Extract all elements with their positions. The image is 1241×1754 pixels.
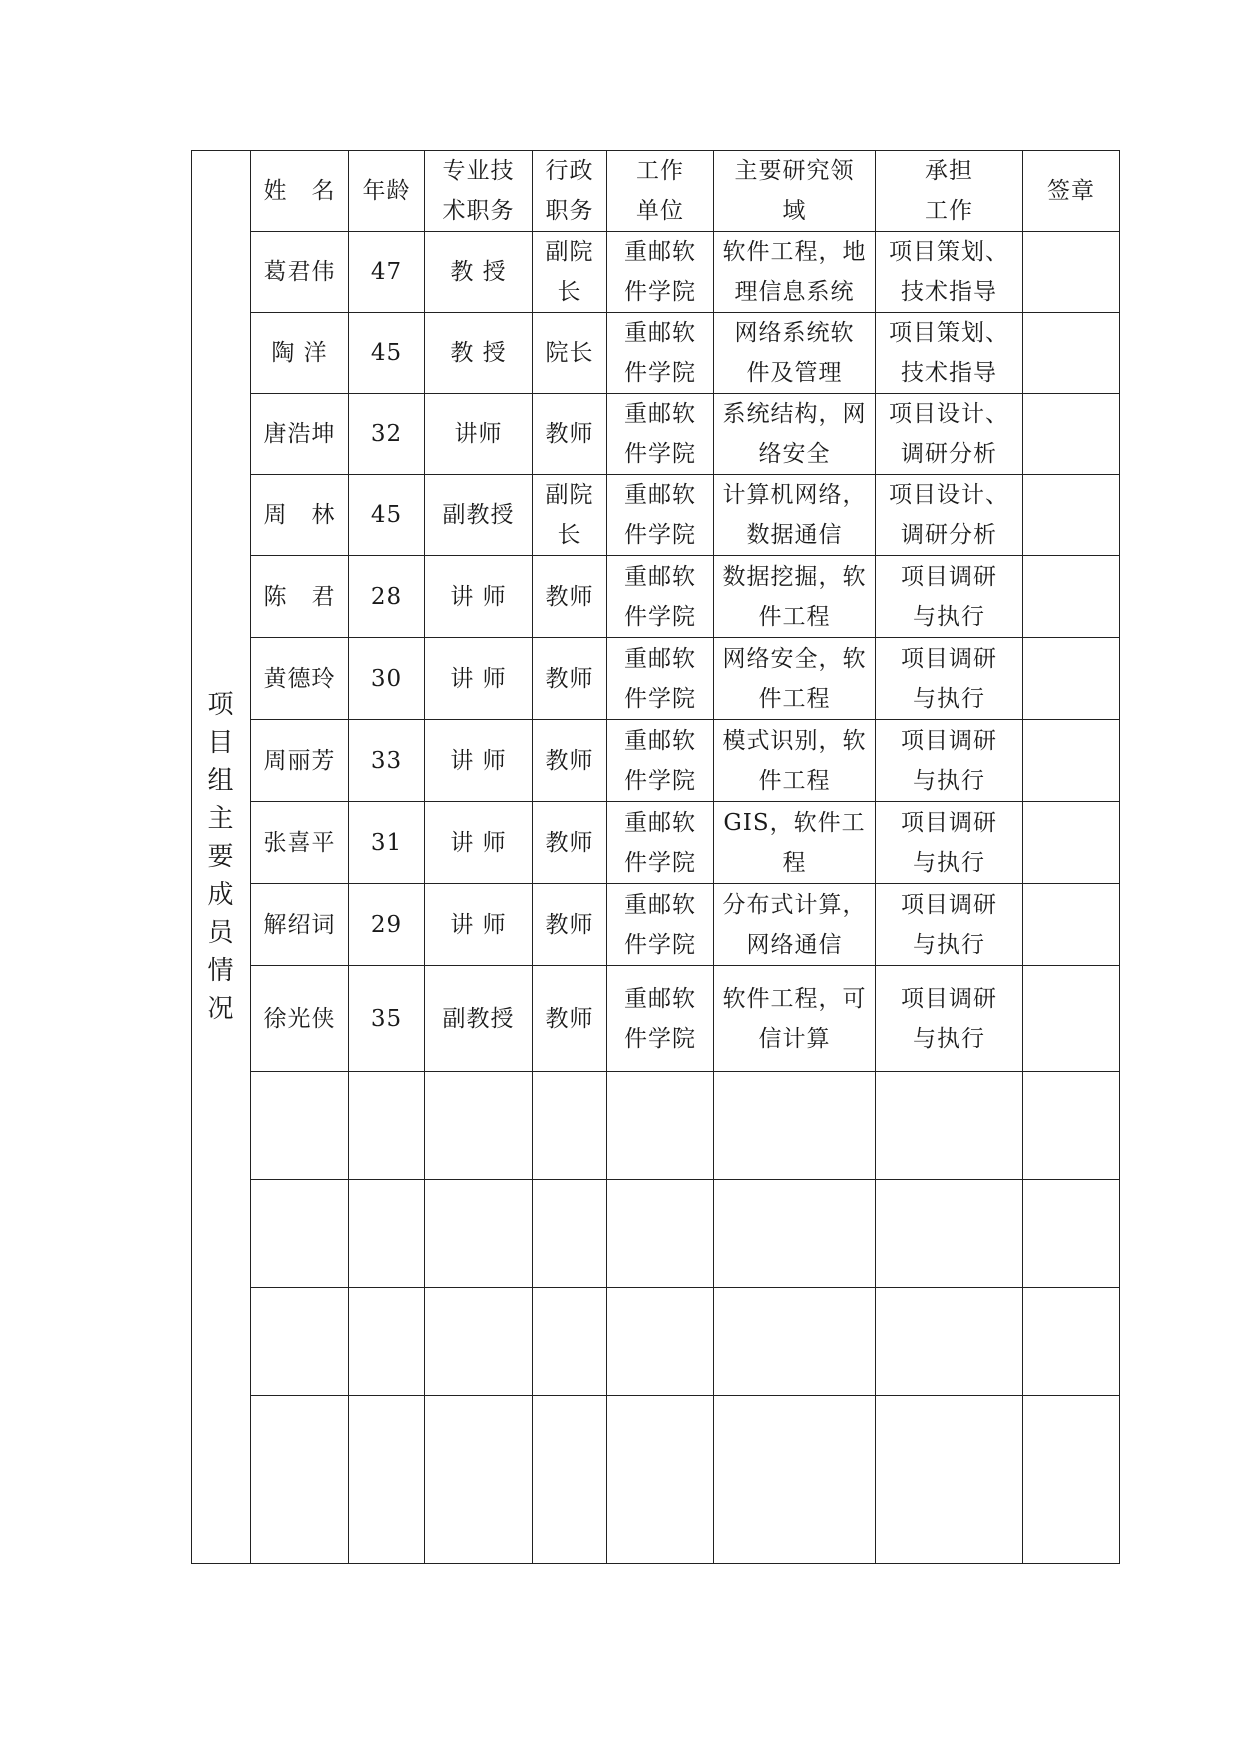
member-unit [607,720,714,802]
empty-cell [1023,1180,1120,1288]
member-name: 徐光侠 [251,966,349,1072]
member-age: 29 [349,884,425,966]
member-table [191,150,1120,1564]
member-signature [1023,966,1120,1072]
cell-line: 数据通信 [746,522,843,548]
member-assigned-work [876,802,1023,884]
cell-line: 与执行 [913,849,985,876]
header-admin-title [533,151,607,232]
member-admin-title [533,720,607,802]
cell-line: 理信息系统 [734,279,855,305]
table-row [192,884,1120,966]
cell-line: 项目设计、 [889,482,1009,508]
member-admin-title [533,884,607,966]
cell-line: 重邮软 [624,320,696,346]
member-age: 28 [349,556,425,638]
cell-line: 件学院 [624,360,696,386]
member-signature [1023,556,1120,638]
member-unit [607,394,714,475]
member-assigned-work [876,232,1023,313]
cell-line: 项目设计、 [889,401,1009,427]
empty-cell [251,1396,349,1564]
cell-line: 计算机网络， [722,482,867,508]
empty-cell [876,1072,1023,1180]
cell-line: 件学院 [624,849,696,876]
cell-line: 长 [557,279,582,305]
empty-cell [425,1396,533,1564]
empty-cell [607,1180,714,1288]
table-row [192,556,1120,638]
cell-line: 教师 [545,911,594,938]
member-name: 葛君伟 [251,232,349,313]
cell-line: 与执行 [913,685,985,712]
member-unit [607,884,714,966]
cell-line: 项目策划、 [889,239,1009,265]
empty-cell [714,1288,876,1396]
section-label-char: 主 [207,804,235,834]
member-unit [607,966,714,1072]
cell-line: 项目调研 [901,985,997,1012]
member-assigned-work [876,720,1023,802]
member-research-field [714,232,876,313]
section-label-char: 组 [207,766,235,796]
cell-line: 件学院 [624,603,696,630]
header-assigned-work [876,151,1023,232]
member-unit [607,475,714,556]
empty-cell [607,1288,714,1396]
header-age [349,151,425,232]
member-admin-title [533,556,607,638]
member-signature [1023,313,1120,394]
empty-row [192,1072,1120,1180]
member-admin-title [533,802,607,884]
empty-cell [607,1072,714,1180]
cell-line: 分布式计算， [722,891,867,918]
empty-cell [714,1396,876,1564]
cell-line: 件学院 [624,931,696,958]
empty-cell [533,1396,607,1564]
member-research-field [714,802,876,884]
empty-cell [607,1396,714,1564]
cell-line: 件工程 [758,603,831,630]
table-row [192,313,1120,394]
cell-line: 重邮软 [624,727,696,754]
cell-line: 项目调研 [901,727,997,754]
cell-line: 重邮软 [624,891,696,918]
empty-cell [251,1180,349,1288]
table-row [192,394,1120,475]
header-tech-title [425,151,533,232]
member-admin-title [533,313,607,394]
section-label-char: 成 [207,880,235,910]
cell-line: 件学院 [624,522,696,548]
member-assigned-work [876,556,1023,638]
cell-line: 项目调研 [901,891,997,918]
cell-line: 件工程 [758,767,831,794]
cell-line: GIS，软件工 [723,809,866,836]
member-age: 47 [349,232,425,313]
cell-line: 重邮软 [624,239,696,265]
cell-line: 络安全 [758,441,831,467]
member-research-field [714,884,876,966]
header-name [251,151,349,232]
header-line: 专业技 [442,158,515,184]
cell-line: 教师 [545,421,594,447]
cell-line: 项目调研 [901,563,997,590]
member-tech-title: 讲师 [425,394,533,475]
member-signature [1023,884,1120,966]
member-name: 唐浩坤 [251,394,349,475]
empty-cell [425,1180,533,1288]
member-assigned-work [876,475,1023,556]
table-body [192,151,1120,1564]
cell-line: 件工程 [758,685,831,712]
empty-cell [349,1180,425,1288]
empty-row [192,1288,1120,1396]
header-line: 职务 [545,198,594,224]
cell-line: 与执行 [913,931,985,958]
empty-cell [876,1180,1023,1288]
member-admin-title [533,638,607,720]
cell-line: 件学院 [624,441,696,467]
table-row [192,232,1120,313]
empty-cell [251,1288,349,1396]
cell-line: 教师 [545,747,594,774]
cell-line: 调研分析 [901,441,997,467]
empty-cell [349,1396,425,1564]
empty-cell [425,1072,533,1180]
member-research-field [714,313,876,394]
empty-cell [1023,1396,1120,1564]
empty-cell [251,1072,349,1180]
cell-line: 教师 [545,829,594,856]
table-row [192,475,1120,556]
cell-line: 重邮软 [624,809,696,836]
cell-line: 件学院 [624,1025,696,1052]
cell-line: 项目策划、 [889,320,1009,346]
cell-line: 软件工程，可 [722,985,867,1012]
table-row [192,802,1120,884]
member-signature [1023,394,1120,475]
member-age: 31 [349,802,425,884]
table-row [192,720,1120,802]
cell-line: 件学院 [624,685,696,712]
empty-cell [349,1288,425,1396]
member-tech-title: 讲 师 [425,556,533,638]
member-assigned-work [876,313,1023,394]
empty-row [192,1396,1120,1564]
cell-line: 件及管理 [746,360,843,386]
member-assigned-work [876,394,1023,475]
empty-cell [714,1180,876,1288]
member-unit [607,638,714,720]
member-research-field [714,556,876,638]
member-signature [1023,232,1120,313]
cell-line: 技术指导 [901,360,997,386]
section-label-char: 目 [207,728,235,758]
empty-cell [425,1288,533,1396]
member-tech-title: 讲 师 [425,720,533,802]
cell-line: 项目调研 [901,809,997,836]
cell-line: 系统结构，网 [722,401,867,427]
member-tech-title: 讲 师 [425,802,533,884]
member-name: 陶 洋 [251,313,349,394]
header-line: 行政 [545,158,594,184]
cell-line: 网络系统软 [734,320,855,346]
member-age: 45 [349,475,425,556]
cell-line: 重邮软 [624,985,696,1012]
member-assigned-work [876,884,1023,966]
member-tech-title: 讲 师 [425,884,533,966]
member-unit [607,313,714,394]
cell-line: 副院 [545,482,594,508]
member-name: 周丽芳 [251,720,349,802]
cell-line: 重邮软 [624,645,696,672]
member-research-field [714,720,876,802]
empty-cell [533,1288,607,1396]
header-research-field [714,151,876,232]
cell-line: 信计算 [758,1025,831,1052]
member-name: 陈 君 [251,556,349,638]
empty-cell [349,1072,425,1180]
cell-line: 技术指导 [901,279,997,305]
header-line: 年龄 [362,178,411,204]
table-row [192,638,1120,720]
cell-line: 网络通信 [746,931,843,958]
cell-line: 项目调研 [901,645,997,672]
cell-line: 软件工程，地 [722,239,867,265]
section-label-char: 要 [207,842,235,872]
member-admin-title [533,475,607,556]
member-unit [607,802,714,884]
empty-cell [1023,1072,1120,1180]
section-label-char: 况 [207,994,235,1024]
cell-line: 教师 [545,583,594,610]
member-name: 解绍词 [251,884,349,966]
member-name: 张喜平 [251,802,349,884]
empty-cell [714,1072,876,1180]
member-admin-title [533,232,607,313]
member-age: 33 [349,720,425,802]
section-label-char: 情 [207,956,235,986]
header-line: 姓 名 [263,178,336,204]
cell-line: 程 [782,849,807,876]
cell-line: 件学院 [624,279,696,305]
header-line: 签章 [1047,178,1095,204]
member-research-field [714,394,876,475]
member-signature [1023,720,1120,802]
header-row [192,151,1120,232]
member-tech-title: 教 授 [425,313,533,394]
cell-line: 重邮软 [624,401,696,427]
cell-line: 模式识别，软 [722,727,867,754]
cell-line: 网络安全，软 [722,645,867,672]
member-signature [1023,638,1120,720]
header-line: 单位 [636,198,684,224]
member-admin-title [533,966,607,1072]
cell-line: 调研分析 [901,522,997,548]
member-assigned-work [876,966,1023,1072]
member-age: 32 [349,394,425,475]
table-row [192,966,1120,1072]
empty-cell [876,1288,1023,1396]
member-tech-title: 教 授 [425,232,533,313]
member-signature [1023,475,1120,556]
cell-line: 重邮软 [624,482,696,508]
cell-line: 与执行 [913,603,985,630]
cell-line: 教师 [545,1005,594,1032]
member-unit [607,556,714,638]
cell-line: 长 [557,522,582,548]
header-line: 域 [782,198,807,224]
section-label-char: 员 [207,918,235,948]
cell-line: 件学院 [624,767,696,794]
header-signature [1023,151,1120,232]
member-research-field [714,966,876,1072]
header-line: 工作 [925,198,973,224]
section-label-char: 项 [207,690,235,720]
member-tech-title: 副教授 [425,475,533,556]
header-line: 主要研究领 [734,158,855,184]
empty-row [192,1180,1120,1288]
member-assigned-work [876,638,1023,720]
empty-cell [533,1180,607,1288]
header-line: 术职务 [442,198,515,224]
cell-line: 重邮软 [624,563,696,590]
member-research-field [714,638,876,720]
cell-line: 与执行 [913,1025,985,1052]
cell-line: 院长 [545,340,594,366]
member-age: 30 [349,638,425,720]
empty-cell [876,1396,1023,1564]
member-name: 周 林 [251,475,349,556]
member-tech-title: 讲 师 [425,638,533,720]
header-line: 承担 [925,158,973,184]
member-name: 黄德玲 [251,638,349,720]
cell-line: 与执行 [913,767,985,794]
cell-line: 教师 [545,665,594,692]
member-tech-title: 副教授 [425,966,533,1072]
empty-cell [1023,1288,1120,1396]
member-unit [607,232,714,313]
member-admin-title [533,394,607,475]
cell-line: 数据挖掘，软 [722,563,867,590]
empty-cell [533,1072,607,1180]
section-label [192,151,251,1564]
member-age: 45 [349,313,425,394]
member-age: 35 [349,966,425,1072]
cell-line: 副院 [545,239,594,265]
member-research-field [714,475,876,556]
header-line: 工作 [636,158,684,184]
header-unit [607,151,714,232]
member-signature [1023,802,1120,884]
